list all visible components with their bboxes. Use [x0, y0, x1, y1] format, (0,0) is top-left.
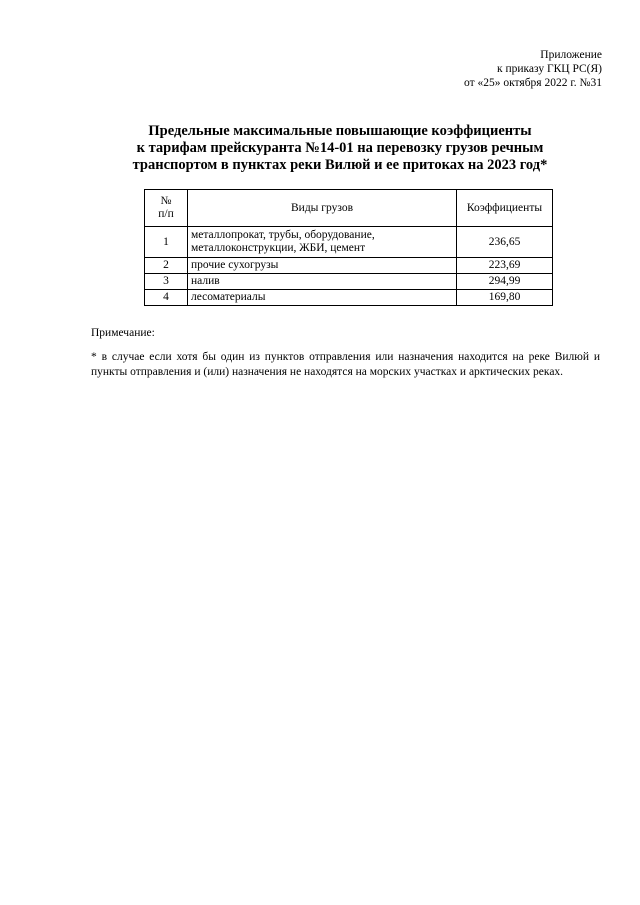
- title-line-1: Предельные максимальные повышающие коэффициенты: [148, 123, 532, 139]
- table-row: [145, 274, 553, 290]
- row-coefficient: 169,80: [457, 290, 553, 306]
- table-row: [145, 290, 553, 306]
- row-cargo-type: [188, 227, 457, 258]
- document-header: [464, 48, 602, 90]
- table-row: [145, 227, 553, 258]
- row-cargo-type: прочие сухогрузы: [188, 258, 457, 274]
- coefficients-table: [144, 189, 553, 306]
- header-number-symbol: №: [160, 195, 172, 207]
- row-number: 4: [145, 290, 188, 306]
- header-coefficient: Коэффициенты: [457, 190, 553, 227]
- row-cargo-type: лесоматериалы: [188, 290, 457, 306]
- row-number: 3: [145, 274, 188, 290]
- header-number: [145, 190, 188, 227]
- header-cargo-type: Виды грузов: [188, 190, 457, 227]
- row-number: 2: [145, 258, 188, 274]
- title-line-2: к тарифам прейскуранта №14-01 на перевозку грузов речным: [136, 140, 544, 156]
- note-label: Примечание:: [91, 327, 155, 339]
- document-title: [100, 123, 580, 174]
- row-number: 1: [145, 227, 188, 258]
- header-line-date: от «25» октября 2022 г. №31: [463, 77, 602, 89]
- title-line-3: транспортом в пунктах реки Вилюй и ее притоках на 2023 год*: [132, 157, 548, 173]
- row-coefficient: 223,69: [457, 258, 553, 274]
- header-number-abbr: п/п: [158, 208, 174, 220]
- header-line-order: к приказу ГКЦ РС(Я): [497, 63, 602, 75]
- table-row: [145, 258, 553, 274]
- cargo-type-line: металлопрокат, трубы, оборудование,: [191, 229, 375, 241]
- row-cargo-type: налив: [188, 274, 457, 290]
- row-coefficient: 236,65: [457, 227, 553, 258]
- cargo-type-line: металлоконструкции, ЖБИ, цемент: [191, 242, 366, 254]
- note-text: * в случае если хотя бы один из пунктов отправления или назначения находится на реке Вилюй и пункты отправления и (или) назначения не находятся на морских участках и арктических реках.: [91, 351, 600, 378]
- header-line-appendix: Приложение: [540, 49, 602, 61]
- table-header-row: [145, 190, 553, 227]
- row-coefficient: 294,99: [457, 274, 553, 290]
